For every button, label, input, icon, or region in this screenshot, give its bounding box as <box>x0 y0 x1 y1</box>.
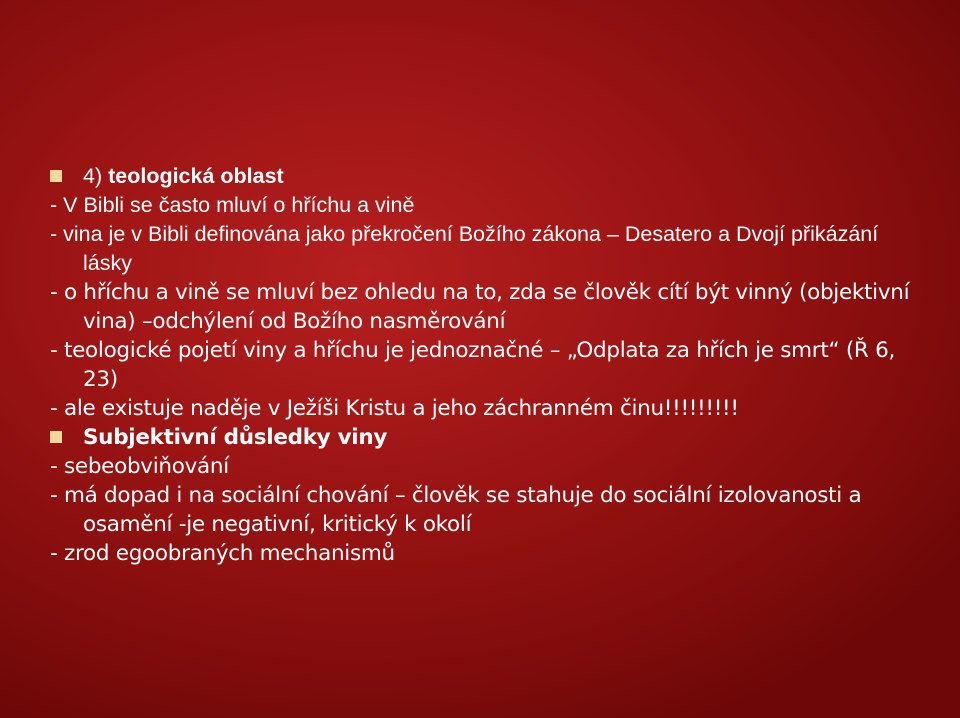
heading-subjective-consequences <box>50 423 930 452</box>
heading-title: Subjektivní důsledky viny <box>83 425 388 450</box>
slide-content <box>50 162 930 568</box>
text-line: - teologické pojetí viny a hříchu je jednoznačné – „Odplata za hřích je smrt“ (Ř 6, 23) <box>50 338 896 392</box>
square-bullet-icon <box>50 431 62 443</box>
heading-theological-area <box>50 162 930 191</box>
text-line: - zrod egoobraných mechanismů <box>50 541 395 566</box>
text-line: - o hříchu a vině se mluví bez ohledu na to, zda se člověk cítí být vinný (objektivní vina) –odchýlení od Božího nasměrování <box>50 280 910 334</box>
text-line: - vina je v Bibli definována jako překročení Božího zákona – Desatero a Dvojí přikázání lásky <box>50 222 879 275</box>
heading-number: 4) <box>83 164 109 188</box>
square-bullet-icon <box>50 170 62 182</box>
text-line: - sebeobviňování <box>50 454 229 479</box>
text-line: - V Bibli se často mluví o hříchu a vině <box>50 193 415 217</box>
heading-title: teologická oblast <box>108 164 284 188</box>
text-line: - ale existuje naděje v Ježíši Kristu a jeho záchranném činu!!!!!!!!! <box>50 396 739 421</box>
text-line: - má dopad i na sociální chování – člověk se stahuje do sociální izolovanosti a osamění -je negativní, kritický k okolí <box>50 483 862 537</box>
